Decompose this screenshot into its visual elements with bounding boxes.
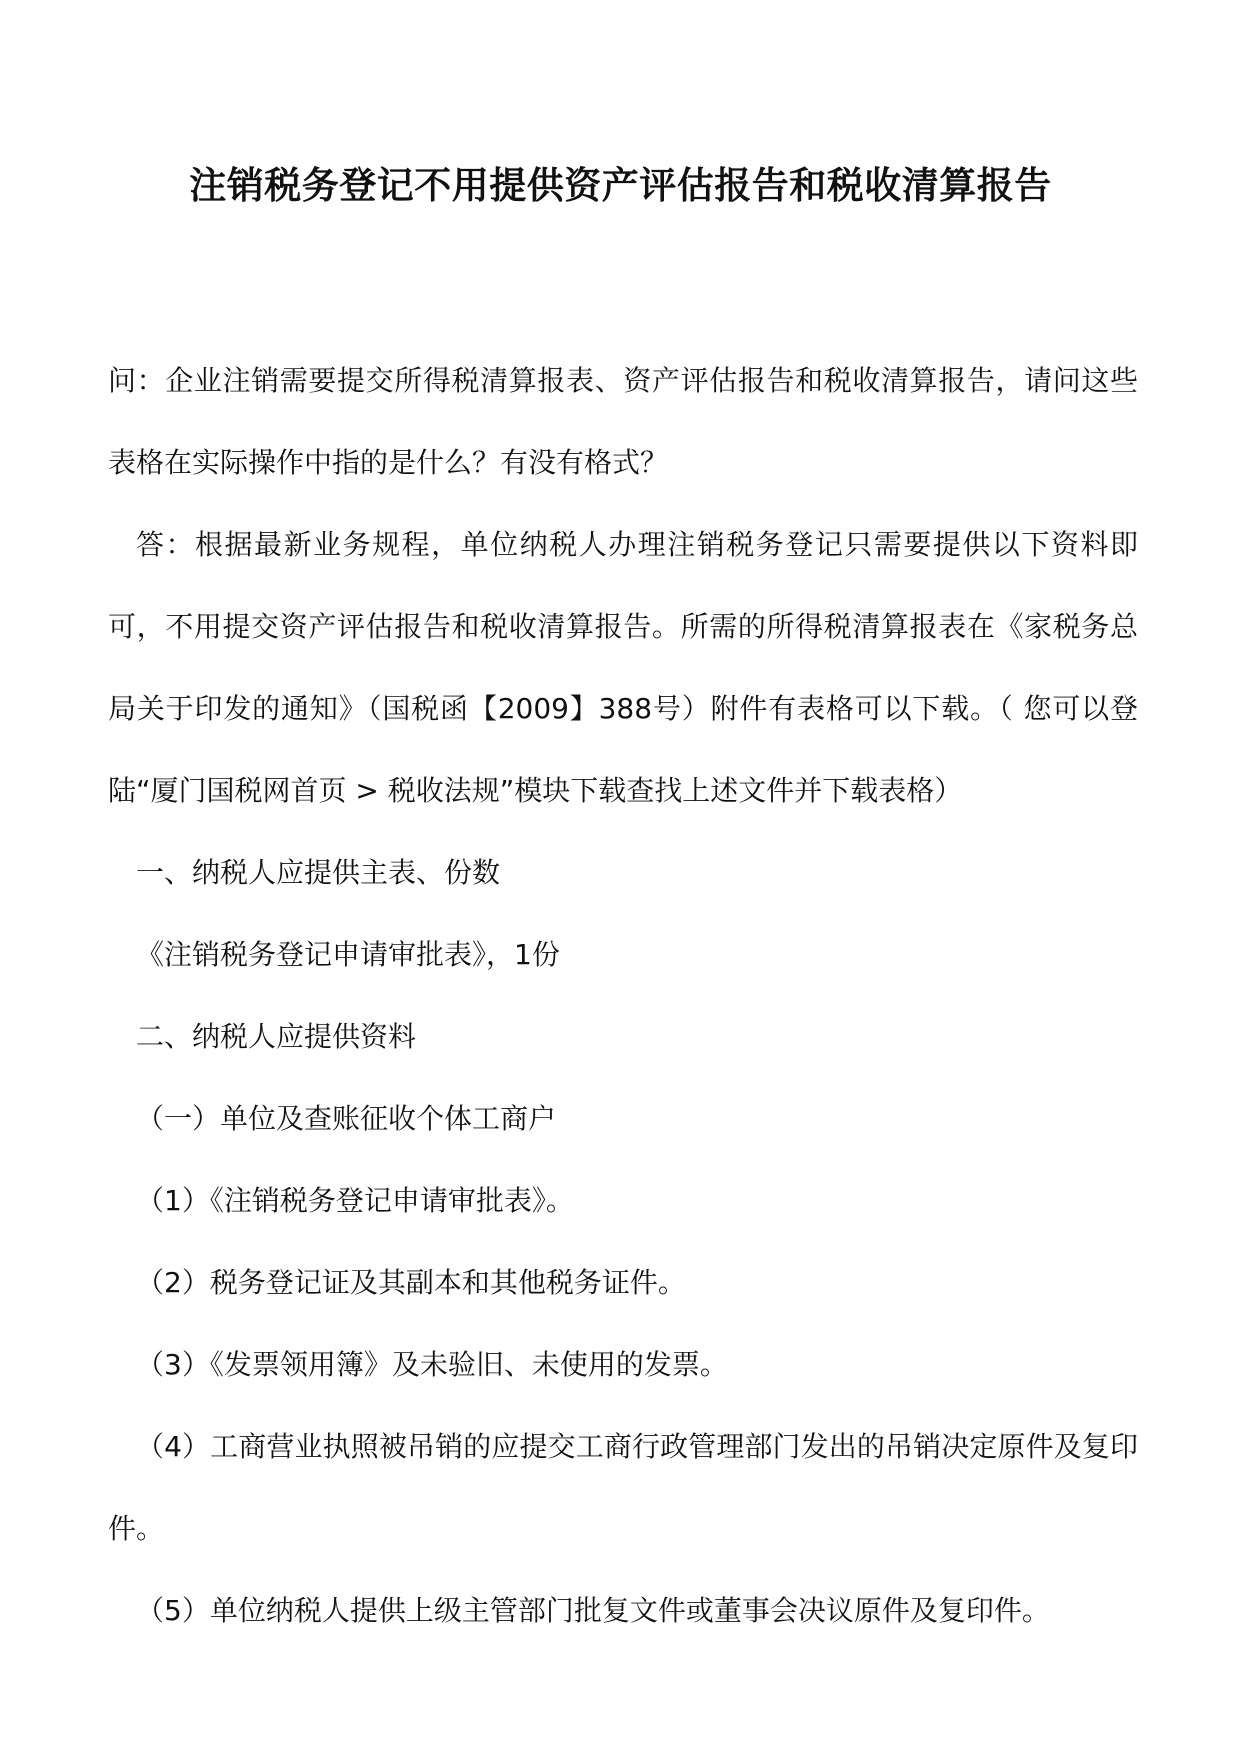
list-item: （4）工商营业执照被吊销的应提交工商行政管理部门发出的吊销决定原件及复印件。 (108, 1430, 1138, 1545)
main-form-item: 《注销税务登记申请审批表》，1份 (136, 938, 560, 971)
section-heading-1: 一、纳税人应提供主表、份数 (136, 856, 501, 889)
section-heading-2: 二、纳税人应提供资料 (136, 1020, 417, 1053)
list-item: （5）单位纳税人提供上级主管部门批复文件或董事会决议原件及复印件。 (136, 1594, 1050, 1627)
list-item: （1）《注销税务登记申请审批表》。 (136, 1184, 574, 1217)
subsection-heading: （一）单位及查账征收个体工商户 (136, 1102, 557, 1135)
document-body (108, 340, 1138, 1652)
list-item: （3）《发票领用簿》及未验旧、未使用的发票。 (136, 1348, 728, 1381)
answer-paragraph: 答：根据最新业务规程，单位纳税人办理注销税务登记只需要提供以下资料即可，不用提交资产评估报告和税收清算报告。所需的所得税清算报表在《家税务总局关于印发的通知》（国税函【2009】388号）附件有表格可以下载。（ 您可以登陆“厦门国税网首页 > 税收法规”模块下载查找上述文件并下载表格） (108, 528, 1138, 807)
list-item: （2）税务登记证及其副本和其他税务证件。 (136, 1266, 686, 1299)
question-paragraph: 问：企业注销需要提交所得税清算报表、资产评估报告和税收清算报告，请问这些表格在实际操作中指的是什么？有没有格式？ (108, 364, 1138, 479)
document-title: 注销税务登记不用提供资产评估报告和税收清算报告 (189, 163, 1052, 207)
